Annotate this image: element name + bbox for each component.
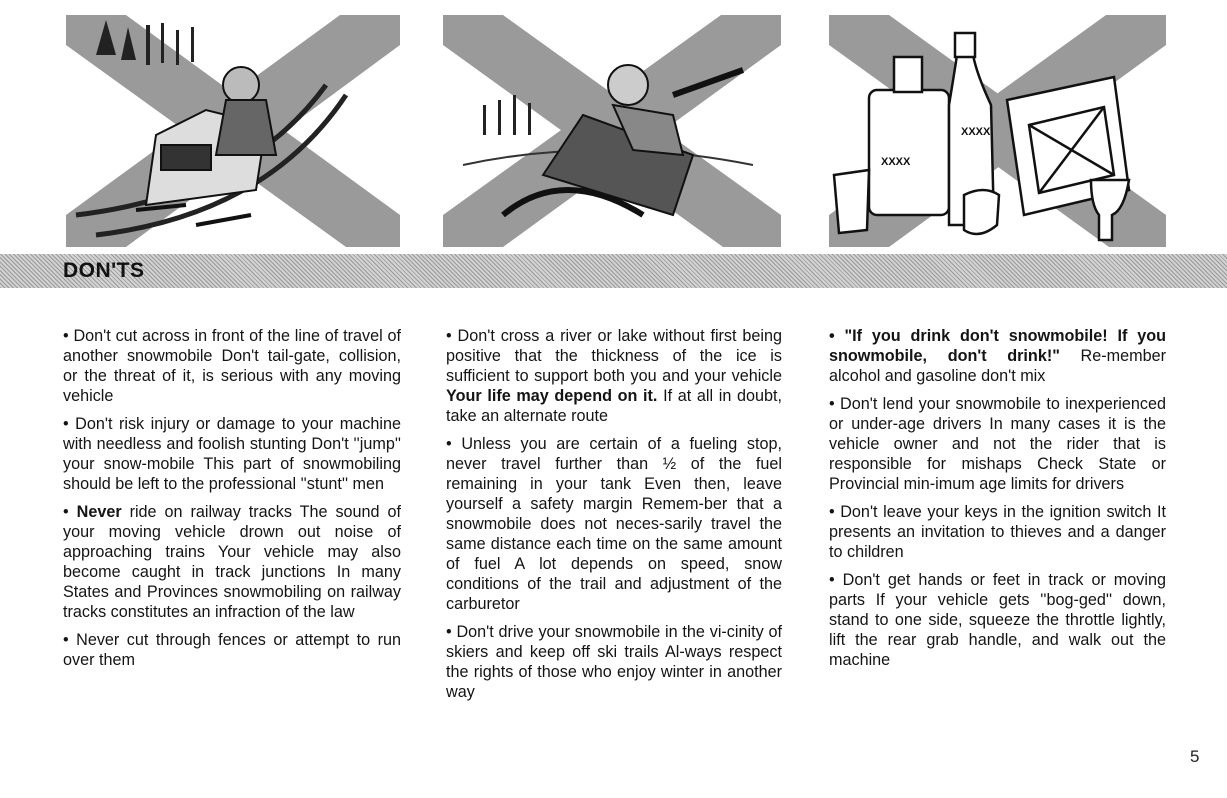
text-run: • Don't risk injury or damage to your machine with needless and foolish stunting Don't ''jump'' your snow-mobile This part of snowmobiling should be left to the professional ''stunt'' men: [63, 415, 401, 493]
text-column-3: [829, 326, 1166, 678]
text-column-1: [63, 326, 401, 678]
bottles-and-gas-can-illustration: [829, 15, 1166, 247]
svg-text:XXXX: XXXX: [881, 156, 911, 168]
snowmobile-jumping-illustration: [443, 15, 781, 247]
text-run: • Unless you are certain of a fueling stop, never travel further than ½ of the fuel remaining in your tank Even then, leave yourself a safety margin Remem-ber that a snowmobile does not neces-sarily travel the same distance each time on the same amount of fuel A lot depends on speed, snow conditions of the trail and adjustment of the carburetor: [446, 435, 782, 613]
text-run: • Don't drive your snowmobile in the vi-cinity of skiers and keep off ski trails Al-ways respect the rights of those who enjoy winter in another way: [446, 623, 782, 701]
text-run: • Don't leave your keys in the ignition switch It presents an invitation to thieves and a danger to children: [829, 503, 1166, 561]
text-run: • Don't lend your snowmobile to inexperienced or under-age drivers In many cases it is the vehicle owner and not the rider that is responsible for mishaps Check State or Provincial min-imum age limits for drivers: [829, 395, 1166, 493]
text-run: • Never cut through fences or attempt to run over them: [63, 631, 401, 669]
section-title: DON'TS: [63, 259, 145, 282]
text-run: •: [63, 503, 77, 521]
bold-text: • "If you drink don't snowmobile! If you snowmobile, don't drink!": [829, 327, 1166, 365]
text-run: If at all in doubt, take an alternate route: [446, 387, 782, 425]
paragraph: [63, 502, 401, 622]
text-column-2: [446, 326, 782, 710]
section-banner: [0, 254, 1227, 288]
bold-text: Your life may depend on it.: [446, 387, 658, 405]
paragraph: [446, 622, 782, 702]
paragraph: [829, 502, 1166, 562]
paragraph: [446, 434, 782, 614]
paragraph: [446, 326, 782, 426]
text-run: • Don't cut across in front of the line of travel of another snowmobile Don't tail-gate, collision, or the threat of it, is serious with any moving vehicle: [63, 327, 401, 405]
paragraph: [829, 394, 1166, 494]
paragraph: [63, 326, 401, 406]
paragraph: [829, 570, 1166, 670]
page-number: 5: [1190, 747, 1200, 766]
snowmobile-crossing-tracks-illustration: [66, 15, 400, 247]
text-run: Re-member alcohol and gasoline don't mix: [829, 347, 1166, 385]
bold-text: Never: [76, 503, 122, 521]
svg-text:XXXX: XXXX: [961, 126, 991, 138]
paragraph: [63, 630, 401, 670]
text-run: ride on railway tracks The sound of your moving vehicle drown out noise of approaching trains Your vehicle may also become caught in track junctions In many States and Provinces snowmobiling on railway tracks constitutes an infraction of the law: [63, 503, 401, 621]
paragraph: [63, 414, 401, 494]
text-run: • Don't get hands or feet in track or moving parts If your vehicle gets ''bog-ged'' down, stand to one side, squeeze the throttle lightly, lift the rear grab handle, and walk out the machine: [829, 571, 1166, 669]
text-run: • Don't cross a river or lake without first being positive that the thickness of the ice is sufficient to support both you and your vehicle: [446, 327, 782, 385]
paragraph: [829, 326, 1166, 386]
